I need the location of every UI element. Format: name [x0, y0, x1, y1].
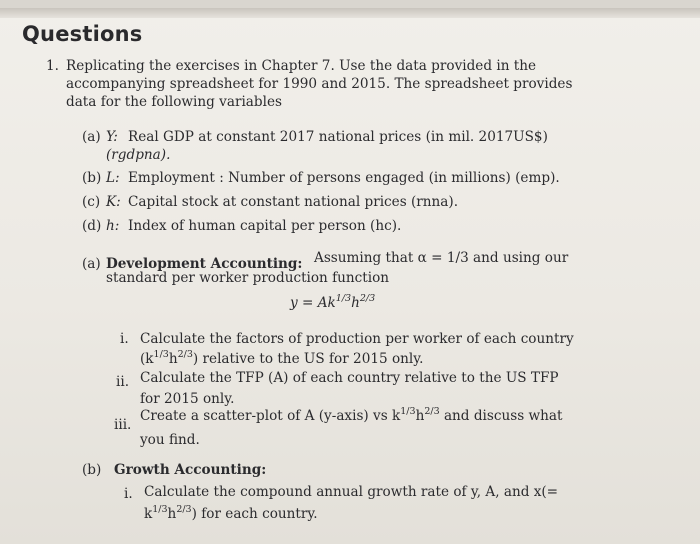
development-accounting-title: Development Accounting: — [106, 256, 303, 272]
variable-marker: (a) — [82, 129, 101, 145]
variable-marker: (d) — [82, 218, 102, 234]
variable-description: Capital stock at constant national prices (rnna). — [128, 194, 459, 210]
variable-symbol: K: — [106, 194, 121, 210]
variable-description-cont: (rgdpna). — [106, 147, 171, 163]
variable-description: Index of human capital per person (hc). — [128, 218, 402, 234]
variable-symbol: h: — [106, 218, 120, 234]
variable-symbol: L: — [106, 170, 120, 186]
item-text-line-1: Calculate the compound annual growth rate of y, A, and x(= — [144, 484, 559, 500]
page-heading: Questions — [22, 22, 143, 46]
variable-marker: (b) — [82, 170, 102, 186]
development-text-line-1: Assuming that α = 1/3 and using our — [314, 250, 569, 266]
item-marker: i. — [124, 486, 133, 502]
question-text-line-3: data for the following variables — [66, 94, 282, 110]
item-marker: i. — [120, 331, 129, 347]
item-text-line-2: you find. — [140, 432, 200, 448]
growth-accounting-title: Growth Accounting: — [114, 462, 267, 478]
item-text-line-2: for 2015 only. — [140, 391, 235, 407]
item-text-line-1: Create a scatter-plot of A (y-axis) vs $k^{1/3}h^{2/3}$ and discuss what — [140, 406, 563, 424]
item-marker: ii. — [116, 374, 130, 390]
subquestion-marker: (a) — [82, 256, 101, 272]
page-edge-shadow — [0, 8, 700, 18]
question-text-line-1: Replicating the exercises in Chapter 7. Use the data provided in the — [66, 58, 537, 74]
development-text-line-2: standard per worker production function — [106, 270, 390, 286]
item-text-line-1: Calculate the TFP (A) of each country relative to the US TFP — [140, 370, 559, 386]
subquestion-marker: (b) — [82, 462, 102, 478]
variable-marker: (c) — [82, 194, 101, 210]
variable-description: Employment : Number of persons engaged (in millions) (emp). — [128, 170, 560, 186]
variable-symbol: Y: — [106, 129, 118, 145]
variable-description: Real GDP at constant 2017 national prices (in mil. 2017US$) — [128, 129, 548, 145]
item-marker: iii. — [114, 417, 132, 433]
item-text-line-1: Calculate the factors of production per worker of each country — [140, 331, 574, 347]
question-text-line-2: accompanying spreadsheet for 1990 and 2015. The spreadsheet provides — [66, 76, 573, 92]
item-text-line-2: $(k^{1/3}h^{2/3})$ relative to the US for 2015 only. — [140, 349, 424, 367]
item-text-line-2: $k^{1/3}h^{2/3}$) for each country. — [144, 504, 318, 522]
production-function-equation: $y = Ak^{1/3}h^{2/3}$ — [290, 293, 376, 311]
question-number: 1. — [46, 58, 59, 74]
